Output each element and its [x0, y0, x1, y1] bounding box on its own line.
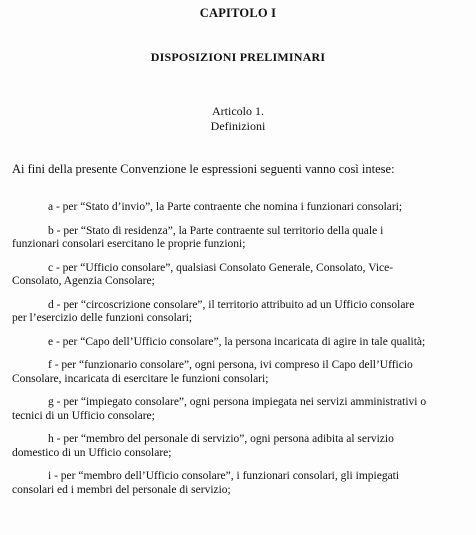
- definition-text: e - per “Capo dell’Ufficio consolare”, la persona incaricata di agire in tale qualità;: [48, 335, 426, 348]
- definition-item-h: [12, 433, 460, 460]
- intro-paragraph: Ai fini della presente Convenzione le espressioni seguenti vanno così intese:: [12, 162, 395, 176]
- definition-text: f - per “funzionario consolare”, ogni persona, ivi compreso il Capo dell’Ufficio: [48, 359, 413, 371]
- definition-text: c - per “Ufficio consolare”, qualsiasi Consolato Generale, Consolato, Vice-: [48, 261, 394, 274]
- definition-text-continued: Consolare, incaricata di esercitare le funzioni consolari;: [12, 372, 269, 385]
- chapter-heading: CAPITOLO I: [199, 6, 277, 20]
- article-title: Definizioni: [210, 119, 266, 133]
- article-number: Articolo 1.: [212, 104, 264, 118]
- definition-item-f: [12, 359, 460, 386]
- definition-text: d - per “circoscrizione consolare”, il territorio attribuito ad un Ufficio consolare: [48, 298, 415, 311]
- definition-item-e: [12, 336, 460, 350]
- definition-text: a - per “Stato d’invio”, la Parte contraente che nomina i funzionari consolari;: [48, 201, 403, 213]
- definition-text: i - per “membro dell’Ufficio consolare”, i funzionari consolari, gli impiegati: [48, 470, 400, 482]
- definition-item-b: [12, 225, 460, 252]
- definition-item-a: [12, 201, 460, 215]
- definition-text: g - per “impiegato consolare”, ogni persona impiegata nei servizi amministrativi o: [48, 396, 427, 408]
- definition-text-continued: consolari ed i membri del personale di servizio;: [12, 483, 231, 496]
- definition-text-continued: Consolato, Agenzia Consolare;: [12, 275, 155, 287]
- definition-text-continued: domestico di un Ufficio consolare;: [12, 446, 172, 459]
- definitions-list: [12, 201, 460, 507]
- definition-item-d: [12, 299, 460, 326]
- definition-item-c: [12, 262, 460, 289]
- definition-item-g: [12, 396, 460, 423]
- definition-text: h - per “membro del personale di servizio”, ogni persona adibita al servizio: [48, 433, 394, 445]
- definition-text-continued: tecnici di un Ufficio consolare;: [12, 409, 155, 422]
- definition-item-i: [12, 470, 460, 497]
- definition-text-continued: funzionari consolari esercitano le proprie funzioni;: [12, 238, 246, 250]
- definition-text-continued: per l’esercizio delle funzioni consolari;: [12, 312, 193, 324]
- section-title: DISPOSIZIONI PRELIMINARI: [150, 50, 326, 64]
- definition-text: b - per “Stato di residenza”, la Parte contraente sul territorio della quale i: [48, 224, 384, 237]
